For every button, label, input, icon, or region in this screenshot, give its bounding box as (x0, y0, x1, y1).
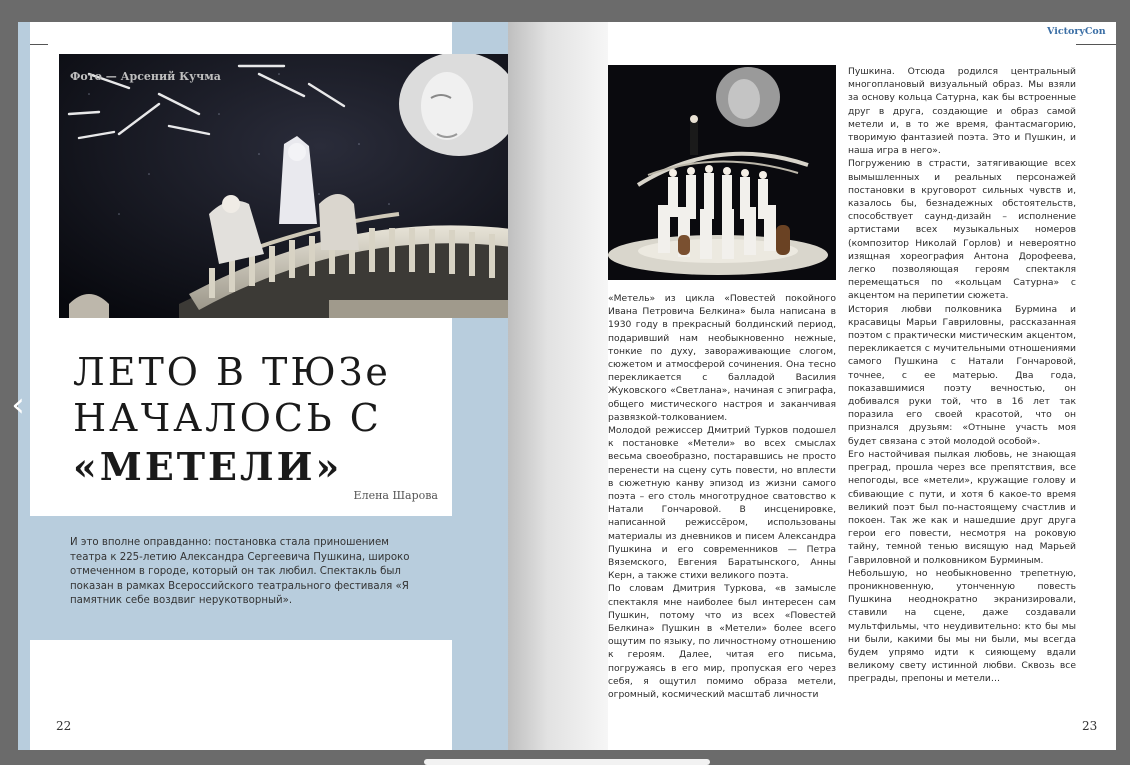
bottom-scroll-handle[interactable] (424, 759, 710, 765)
right-top-rule (1076, 44, 1116, 45)
column-2-paragraph: Пушкина. Отсюда родился центральный многоплановый визуальный образ. Мы взяли за основу кольца Сатурна, как бы встроенные друг в друга, создающие и образ самой метели и, в то же время, фантасмагорию, творимую фантазией поэта. Это и Пушкин, и наша игра в него». (848, 66, 1076, 157)
spread-gutter (508, 22, 608, 750)
column-1-paragraph: «Метель» из цикла «Повестей покойного Ивана Петровича Белкина» была написана в 1930 году в прекрасный болдинский период, подаривший нам необыкновенно нежные, тонкие по духу, завораживающие слогом, сюжетом и атмосферой сочинения. Она тесно перекликается с балладой Василия Жуковского «Светлана», начиная с эпиграфа, общего мистического настроя и заканчивая развязкой-толкованием. (608, 293, 836, 423)
article-title-line-2: НАЧАЛОСЬ С (73, 396, 382, 440)
left-page (18, 22, 508, 750)
article-title-line-3: «МЕТЕЛИ» (73, 444, 343, 489)
page-number-right: 23 (1082, 719, 1098, 733)
column-1-paragraph: Молодой режиссер Дмитрий Турков подошел к постановке «Метели» во всех смыслах весьма своеобразно, постаравшись не просто перенести на сцену суть повести, но вплести в сюжетную канву эпизод из жизни самого поэта – его столь многотрудное сватовство к Натали Гончаровой. В инсценировке, написанной режиссёром, использованы материалы из дневников и писем Александра Пушкина и его современников — Петра Вяземского, Евгения Баратынского, Анны Керн, а также стихи великого поэта. (608, 425, 836, 582)
column-2-paragraph: Погружению в страсти, затягивающие всех вымышленных и реальных персонажей постановки в круговорот сильных чувств и, казалось бы, безнадежных обстоятельств, способствует саунд-дизайн – исполнение артистами всех музыкальных номеров (композитор Николай Горлов) и невероятно изящная хореография Антона Дорофеева, легко позволяющая героям спектакля перемещаться по «кольцам Сатурна» с акцентом на перипетии сюжета. (848, 158, 1076, 302)
stage-photo-left (59, 54, 533, 318)
article-title-line-1: ЛЕТО В ТЮЗе (73, 350, 391, 394)
bottom-box (30, 640, 452, 750)
article-column-1 (608, 292, 836, 701)
column-2-paragraph: История любви полковника Бурмина и красавицы Марьи Гавриловны, рассказанная поэтом с практически мистическим акцентом, перекликается с мучительными отношениями самого Пушкина с Натали Гончаровой, точнее, с ее матерью. Два года, показавшимися поэту вечностью, он добивался руки той, что в 16 лет так поразила его своей красотой, что он признался друзьям: «Отныне участь моя будет связана с этой молодой особой». (848, 303, 1076, 447)
article-column-2 (848, 65, 1076, 686)
column-2-paragraph: Его настойчивая пылкая любовь, не знающая преград, прошла через все препятствия, все непогоды, все «метели», кружащие голову и сбивающие с пути, и хотя б какое-то время великий поэт был по-настоящему счастлив и покоен. Так же как и нашедшие друг друга герои его повести, несмотря на роковую тайну, темной тенью висящую над Марьей Гавриловной и полковником Бурминым. (848, 448, 1076, 566)
author-name: Елена Шарова (353, 489, 438, 502)
column-2-paragraph: Небольшую, но необыкновенно трепетную, проникновенную, утонченную повесть Пушкина неоднократно экранизировали, ставили на сцене, даже создавали мультфильмы, что неудивительно: кто бы мы ни были, какими бы мы ни были, мы всегда будем упрямо идти к сияющему вдали великому свету истинной любви. Сквозь все преграды, препоны и метели… (848, 567, 1076, 685)
column-1-paragraph: По словам Дмитрия Туркова, «в замысле спектакля мне наиболее был интересен сам Пушкин, потому что из всех «Повестей Белкина» Пушкин в «Метели» более всего ощутим по языку, по личностному отношению к героям. Далее, читая его письма, погружаясь в его мир, пропуская его через себя, я ощутил помимо образа метели, огромный, космический масштаб личности (608, 583, 836, 701)
brand-logo: VictoryCon (1047, 26, 1106, 37)
page-number-left: 22 (56, 719, 72, 733)
photo-credit: Фото — Арсений Кучма (70, 70, 221, 83)
lead-paragraph: И это вполне оправданно: постановка стала приношением театра к 225-летию Александра Сергеевича Пушкина, широко отмеченном в городе, который он так любил. Спектакль был показан в рамках Всероссийского театрального фестиваля «Я памятник себе воздвиг нерукотворный». (70, 537, 410, 606)
stage-photo-left-art (59, 54, 533, 318)
stage-photo-right (608, 65, 836, 280)
next-page-button[interactable]: › (1104, 385, 1118, 425)
prev-page-button[interactable]: ‹ (11, 385, 25, 425)
stage-photo-right-art (608, 65, 836, 280)
magazine-spread (18, 22, 1116, 750)
